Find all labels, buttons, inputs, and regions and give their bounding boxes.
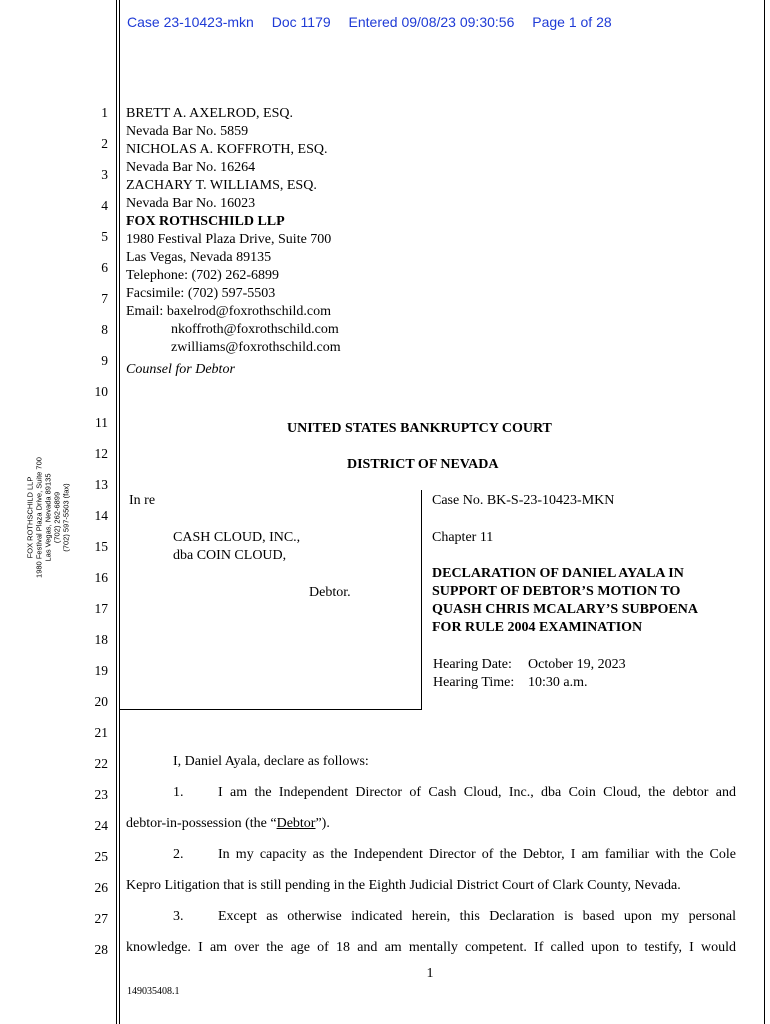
line-number: 21	[94, 725, 108, 740]
document-title-line: QUASH CHRIS MCALARY’S SUBPOENA	[432, 602, 698, 617]
debtor-name: CASH CLOUD, INC.,	[173, 530, 301, 545]
bar-number: Nevada Bar No. 5859	[126, 124, 249, 139]
firm-facsimile: Facsimile: (702) 597-5503	[126, 286, 276, 301]
in-re-label: In re	[129, 493, 156, 508]
court-district: DISTRICT OF NEVADA	[347, 457, 499, 472]
document-id: 149035408.1	[127, 986, 180, 997]
line-number: 15	[94, 539, 108, 554]
sidebar-firm-name: FOX ROTHSCHILD LLP	[25, 476, 35, 559]
entered-date-header: Entered 09/08/23 09:30:56	[348, 14, 515, 30]
bar-number: Nevada Bar No. 16264	[126, 160, 256, 175]
line-number: 18	[94, 632, 108, 647]
line-number: 26	[94, 880, 108, 895]
case-number-header: Case 23-10423-mkn	[127, 14, 254, 30]
paragraph-2-line-2: Kepro Litigation that is still pending in the Eighth Judicial District Court of Clark County, Nevada.	[126, 878, 681, 893]
bar-number: Nevada Bar No. 16023	[126, 196, 256, 211]
document-title-line: DECLARATION OF DANIEL AYALA IN	[432, 566, 684, 581]
line-number: 24	[94, 818, 108, 833]
line-number: 28	[94, 942, 108, 957]
line-number: 7	[101, 291, 108, 306]
line-number: 17	[94, 601, 108, 616]
hearing-date: October 19, 2023	[528, 657, 626, 672]
line-number: 8	[101, 322, 108, 337]
paragraph-number: 3.	[173, 909, 184, 924]
line-number: 14	[94, 508, 108, 523]
declaration-intro: I, Daniel Ayala, declare as follows:	[173, 754, 369, 769]
page-count-header: Page 1 of 28	[532, 14, 612, 30]
line-number: 25	[94, 849, 108, 864]
paragraph-number: 1.	[173, 785, 184, 800]
debtor-defined-term: Debtor	[276, 816, 316, 831]
debtor-dba: dba COIN CLOUD,	[173, 548, 287, 563]
line-number: 10	[94, 384, 108, 399]
line-number: 12	[94, 446, 108, 461]
paragraph-3-line-1: Except as otherwise indicated herein, this Declaration is based upon my personal	[218, 909, 736, 924]
email-line: Email: baxelrod@foxrothschild.com	[126, 304, 331, 319]
firm-sidebar	[26, 418, 71, 618]
line-number: 11	[95, 415, 108, 430]
line-number: 22	[94, 756, 108, 771]
margin-line-left-inner	[119, 0, 120, 1024]
line-number: 16	[94, 570, 108, 585]
page-number: 1	[426, 966, 434, 981]
line-number: 3	[101, 167, 108, 182]
paragraph-1-text: debtor-in-possession (the “	[126, 816, 277, 831]
paragraph-1-line-1: I am the Independent Director of Cash Cloud, Inc., dba Coin Cloud, the debtor and	[218, 785, 736, 800]
caption-divider	[421, 490, 422, 709]
line-number: 20	[94, 694, 108, 709]
paragraph-1-line-2	[126, 815, 330, 833]
line-number: 4	[101, 198, 108, 213]
hearing-date-label: Hearing Date:	[433, 657, 512, 672]
counsel-role: Counsel for Debtor	[126, 362, 235, 377]
line-number: 27	[94, 911, 108, 926]
hearing-time: 10:30 a.m.	[528, 675, 588, 690]
document-title-line: FOR RULE 2004 EXAMINATION	[432, 620, 643, 635]
line-number: 6	[101, 260, 108, 275]
line-number: 9	[101, 353, 108, 368]
email-line: zwilliams@foxrothschild.com	[171, 340, 341, 355]
sidebar-phone: (702) 262-6899	[52, 491, 62, 544]
firm-address: 1980 Festival Plaza Drive, Suite 700	[126, 232, 332, 247]
doc-number-header: Doc 1179	[271, 14, 331, 30]
sidebar-fax: (702) 597-5503 (fax)	[61, 483, 71, 552]
paragraph-2-line-1: In my capacity as the Independent Director of the Debtor, I am familiar with the Cole	[218, 847, 736, 862]
caption-bottom-rule	[120, 709, 422, 710]
line-number: 19	[94, 663, 108, 678]
paragraph-number: 2.	[173, 847, 184, 862]
attorney-name: BRETT A. AXELROD, ESQ.	[126, 106, 293, 121]
document-title-line: SUPPORT OF DEBTOR’S MOTION TO	[432, 584, 681, 599]
court-name: UNITED STATES BANKRUPTCY COURT	[287, 421, 552, 436]
firm-telephone: Telephone: (702) 262-6899	[126, 268, 279, 283]
line-number: 1	[101, 105, 108, 120]
paragraph-1-text-end: ”).	[315, 816, 330, 831]
debtor-label: Debtor.	[309, 585, 351, 600]
firm-city: Las Vegas, Nevada 89135	[126, 250, 272, 265]
line-number: 5	[101, 229, 108, 244]
attorney-name: ZACHARY T. WILLIAMS, ESQ.	[126, 178, 317, 193]
margin-line-left-outer	[116, 0, 117, 1024]
sidebar-city: Las Vegas, Nevada 89135	[43, 473, 53, 562]
hearing-time-label: Hearing Time:	[433, 675, 515, 690]
firm-name: FOX ROTHSCHILD LLP	[126, 214, 285, 229]
paragraph-3-line-2: knowledge. I am over the age of 18 and am mentally competent. If called upon to testify, I would	[126, 940, 736, 955]
line-number: 13	[94, 477, 108, 492]
sidebar-address: 1980 Festival Plaza Drive, Suite 700	[34, 457, 44, 578]
attorney-name: NICHOLAS A. KOFFROTH, ESQ.	[126, 142, 328, 157]
email-line: nkoffroth@foxrothschild.com	[171, 322, 339, 337]
margin-line-right	[764, 0, 765, 1024]
line-number: 23	[94, 787, 108, 802]
chapter: Chapter 11	[432, 530, 494, 545]
case-number: Case No. BK-S-23-10423-MKN	[432, 493, 615, 508]
filing-header	[127, 14, 626, 30]
line-number: 2	[101, 136, 108, 151]
